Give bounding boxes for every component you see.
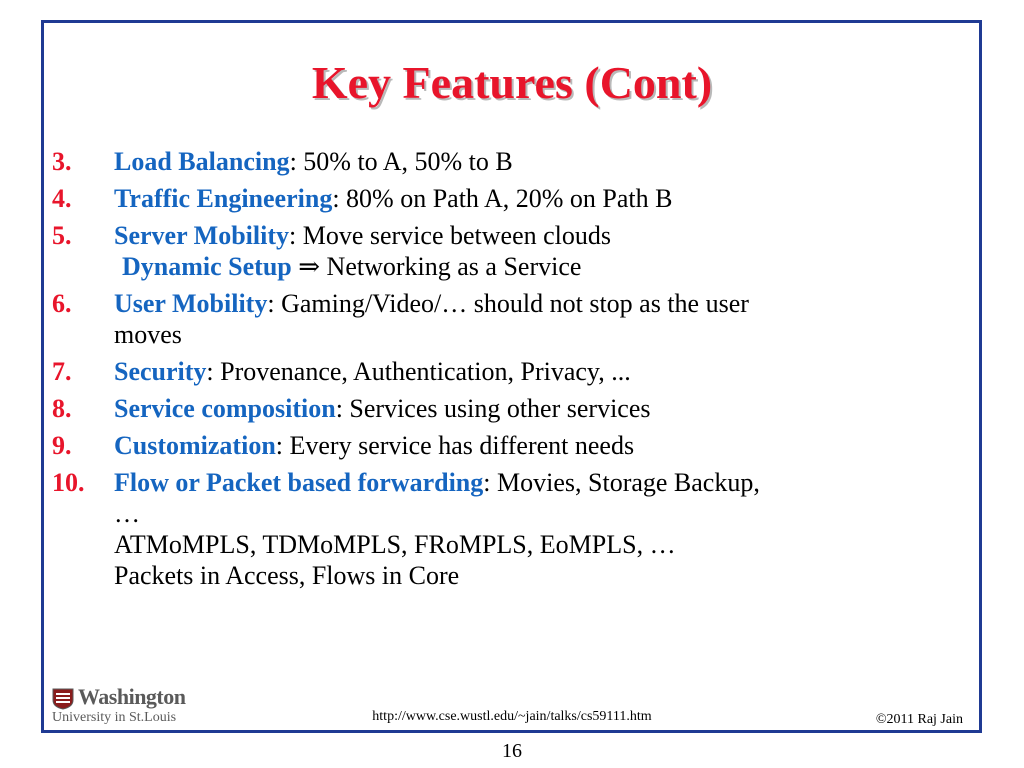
item-number: 3. (52, 147, 72, 176)
item-keyword: User Mobility (114, 289, 268, 318)
implies-arrow-icon: ⇒ (298, 252, 321, 281)
item-keyword: Server Mobility (114, 221, 289, 250)
page-number: 16 (502, 740, 522, 762)
item-text: : Services using other services (335, 394, 651, 423)
item-keyword: Load Balancing (114, 147, 290, 176)
list-item (52, 430, 972, 461)
item-number: 6. (52, 289, 72, 318)
shield-icon (52, 688, 74, 710)
item-text: : Every service has different needs (275, 431, 635, 460)
item-keyword: Flow or Packet based forwarding (114, 468, 484, 497)
item-text: : 50% to A, 50% to B (289, 147, 513, 176)
logo-subtitle: University in St.Louis (52, 710, 177, 725)
list-item (52, 183, 972, 214)
item-line: Packets in Access, Flows in Core (114, 561, 460, 590)
footer-url: http://www.cse.wustl.edu/~jain/talks/cs59111.htm (372, 709, 652, 724)
list-item (52, 146, 972, 177)
item-continuation: moves (114, 320, 182, 349)
sub-text: Networking as a Service (320, 252, 582, 281)
item-number: 7. (52, 357, 72, 386)
item-keyword: Service composition (114, 394, 336, 423)
item-number: 8. (52, 394, 72, 423)
list-item (52, 220, 972, 282)
feature-list (52, 146, 972, 597)
item-text: : Provenance, Authentication, Privacy, ... (206, 357, 631, 386)
slide-title: Key Features (Cont) (311, 57, 713, 108)
list-item (52, 467, 972, 591)
item-text: : 80% on Path A, 20% on Path B (332, 184, 673, 213)
item-number: 5. (52, 221, 72, 250)
item-number: 4. (52, 184, 72, 213)
list-item (52, 356, 972, 387)
copyright: ©2011 Raj Jain (875, 712, 963, 727)
item-text: : Gaming/Video/… should not stop as the user (267, 289, 749, 318)
item-continuation: … (114, 499, 140, 528)
item-text: : Movies, Storage Backup, (483, 468, 760, 497)
item-keyword: Customization (114, 431, 276, 460)
item-number: 10. (52, 468, 85, 497)
item-keyword: Traffic Engineering (114, 184, 333, 213)
item-number: 9. (52, 431, 72, 460)
item-text: : Move service between clouds (288, 221, 611, 250)
logo-wordmark: Washington (78, 684, 186, 709)
sub-keyword: Dynamic Setup (122, 252, 292, 281)
list-item (52, 393, 972, 424)
item-line: ATMoMPLS, TDMoMPLS, FRoMPLS, EoMPLS, … (114, 530, 676, 559)
list-item (52, 288, 972, 350)
item-keyword: Security (114, 357, 207, 386)
